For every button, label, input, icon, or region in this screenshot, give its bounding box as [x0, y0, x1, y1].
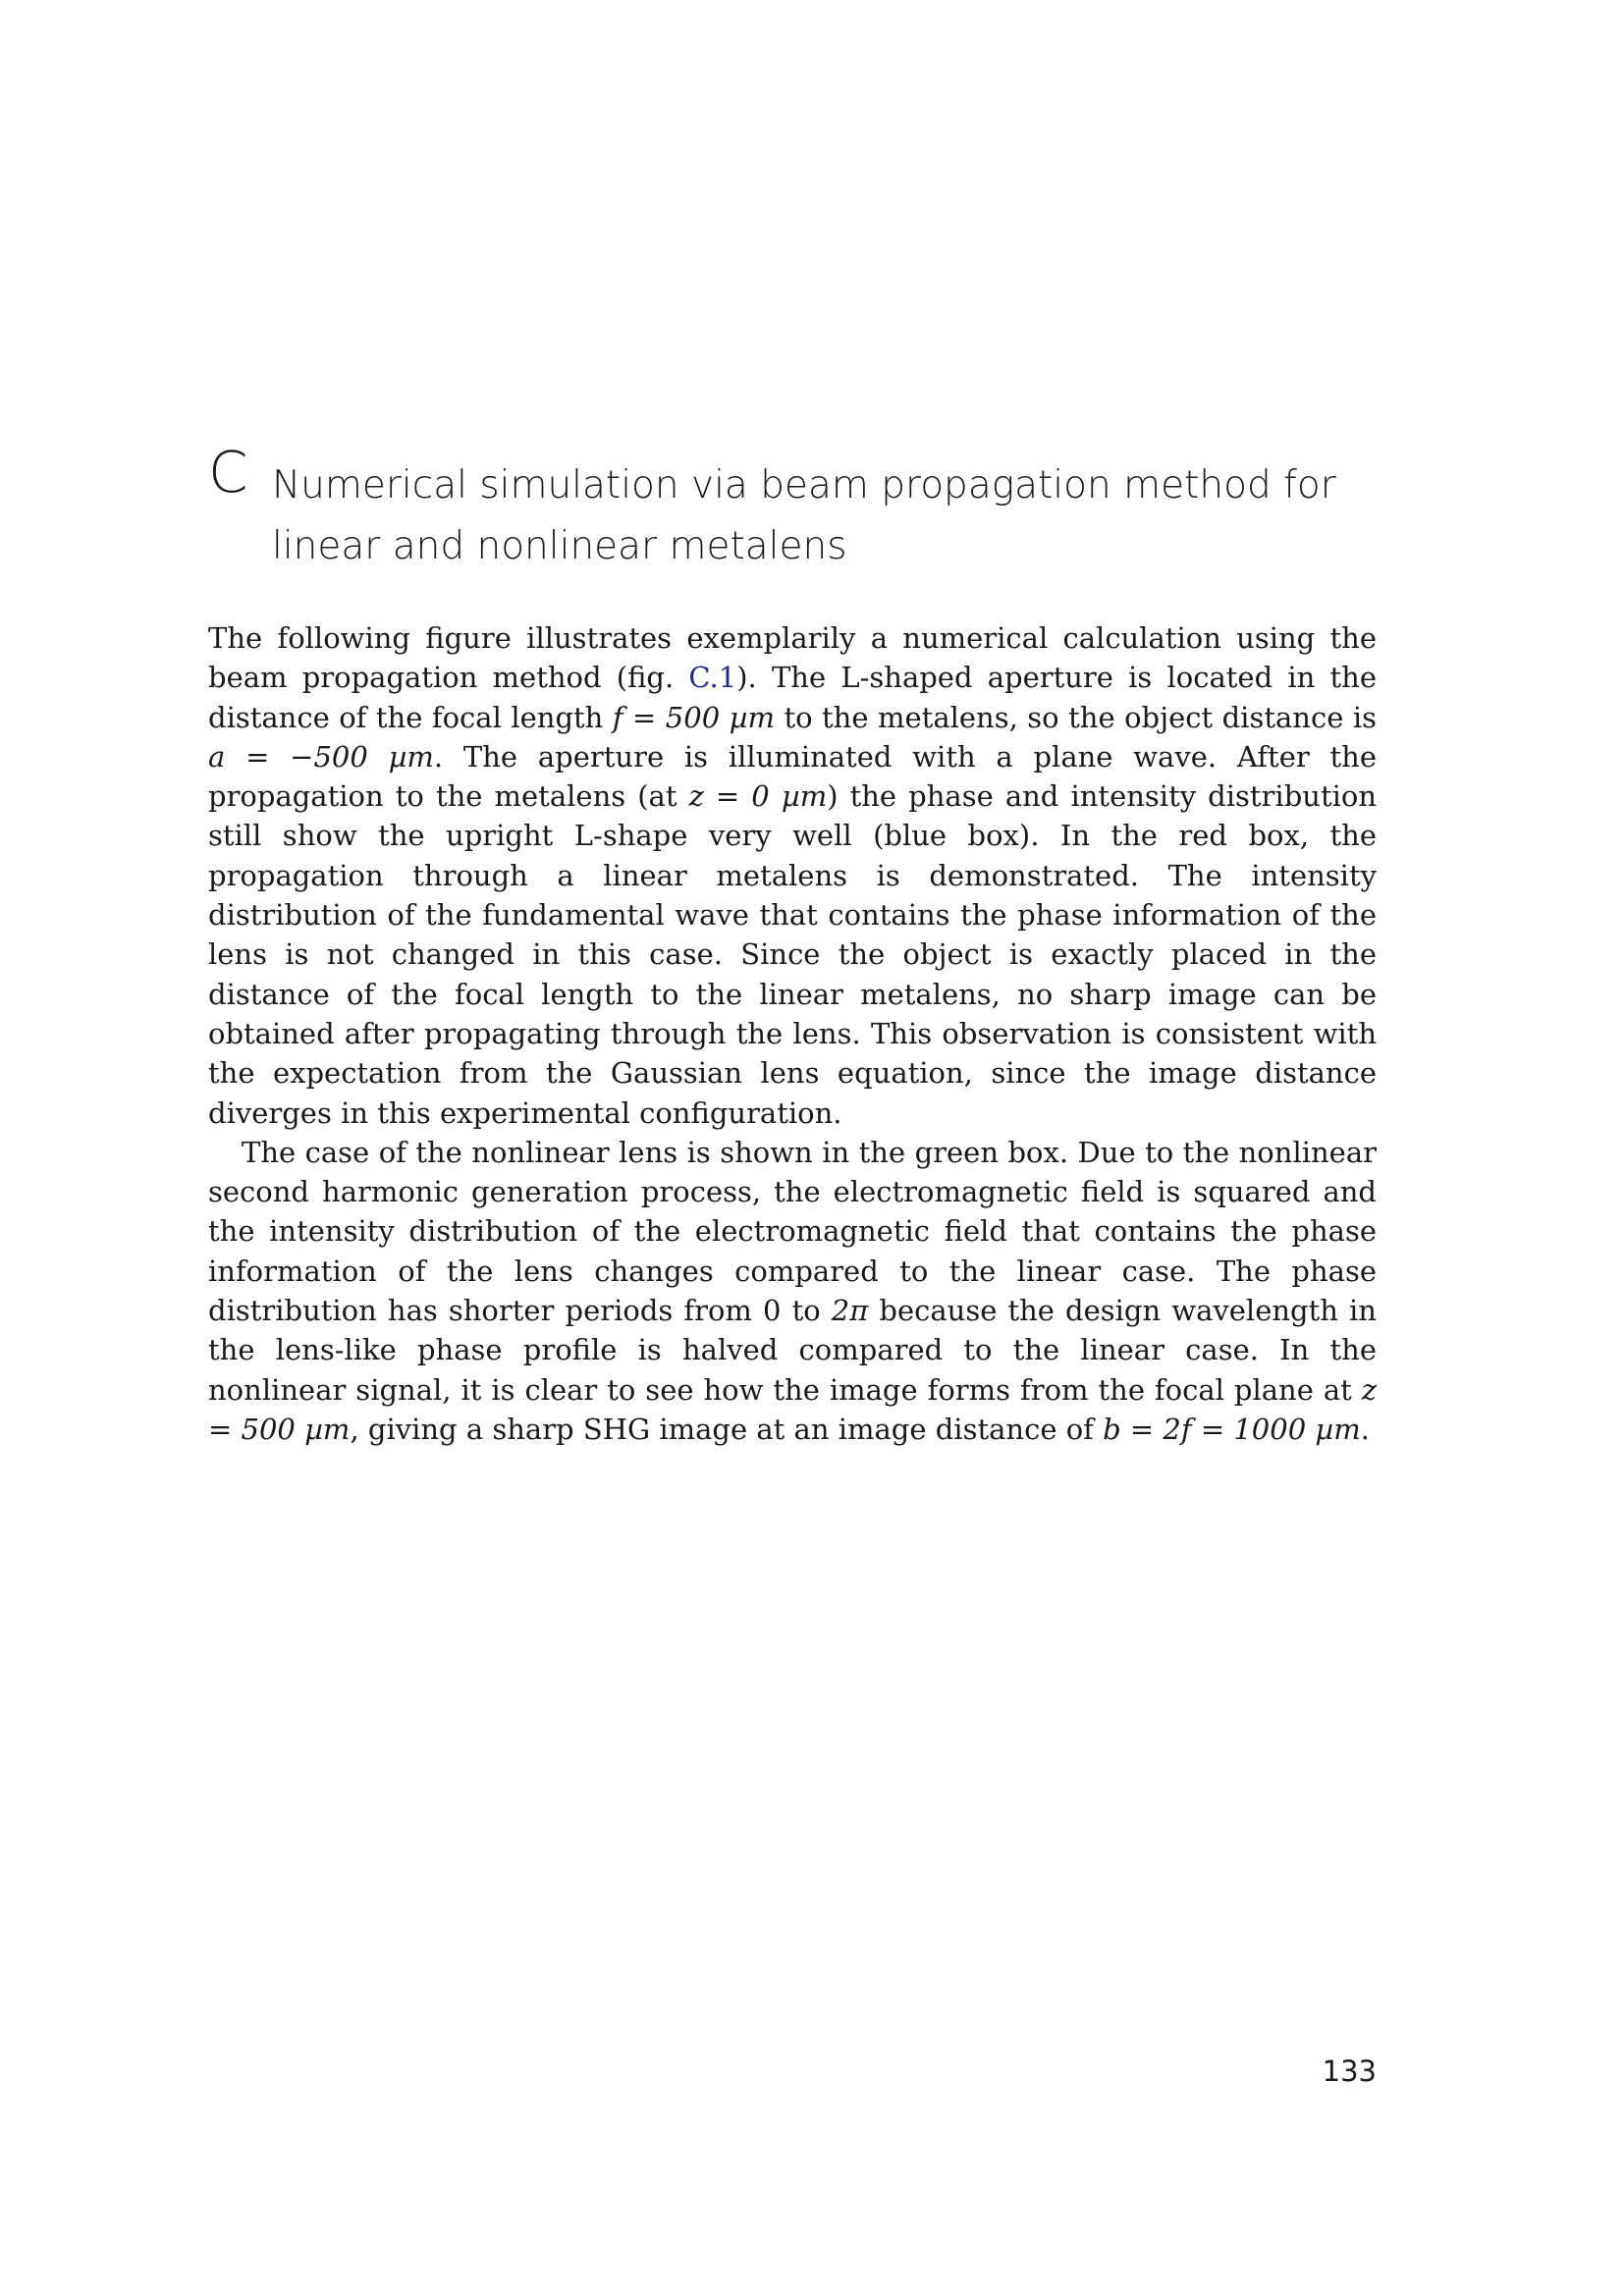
body-text	[208, 618, 1377, 1449]
page-number: 133	[1322, 2055, 1377, 2088]
chapter-title: Numerical simulation via beam propagation method for linear and nonlinear metalens	[272, 463, 1336, 568]
image-distance-equation: b = 2f = 1000 µm	[1103, 1412, 1361, 1446]
chapter-letter: C	[208, 439, 248, 506]
two-pi: 2π	[831, 1294, 869, 1328]
z-zero-equation: z = 0 µm	[688, 779, 828, 814]
figure-reference-link[interactable]: C.1	[688, 661, 737, 695]
focal-plane-equation: z = 500 µm	[208, 1372, 1377, 1446]
focal-length-equation: f = 500 µm	[612, 700, 775, 734]
object-distance-equation: a = −500 µm	[208, 739, 434, 774]
paragraph-2: The case of the nonlinear lens is shown in the green box. Due to the nonlinear second harmonic generation process, the electromagnetic field is squared and the intensity distribution of the electromagnetic field that contains the phase information of the lens changes compared to the linear case. The phase distribution has shorter periods from 0 to 2π because the design wavelength in the lens-like phase profile is halved compared to the linear case. In the nonlinear signal, it is clear to see how the image forms from the focal plane at z = 500 µm, giving a sharp SHG image at an image distance of b = 2f = 1000 µm.	[208, 1135, 1377, 1446]
paragraph-1: The following figure illustrates exemplarily a numerical calculation using the beam propagation method (fig. C.1). The L-shaped aperture is located in the distance of the focal length f = 500 µm to the metalens, so the object distance is a = −500 µm. The aperture is illuminated with a plane wave. After the propagation to the metalens (at z = 0 µm) the phase and intensity distribution still show the upright L-shape very well (blue box). In the red box, the propagation through a linear metalens is demonstrated. The intensity distribution of the fundamental wave that contains the phase information of the lens is not changed in this case. Since the object is exactly placed in the distance of the focal length to the linear metalens, no sharp image can be obtained after propagating through the lens. This observation is consistent with the expectation from the Gaussian lens equation, since the image distance diverges in this experimental configuration.	[208, 621, 1378, 1130]
